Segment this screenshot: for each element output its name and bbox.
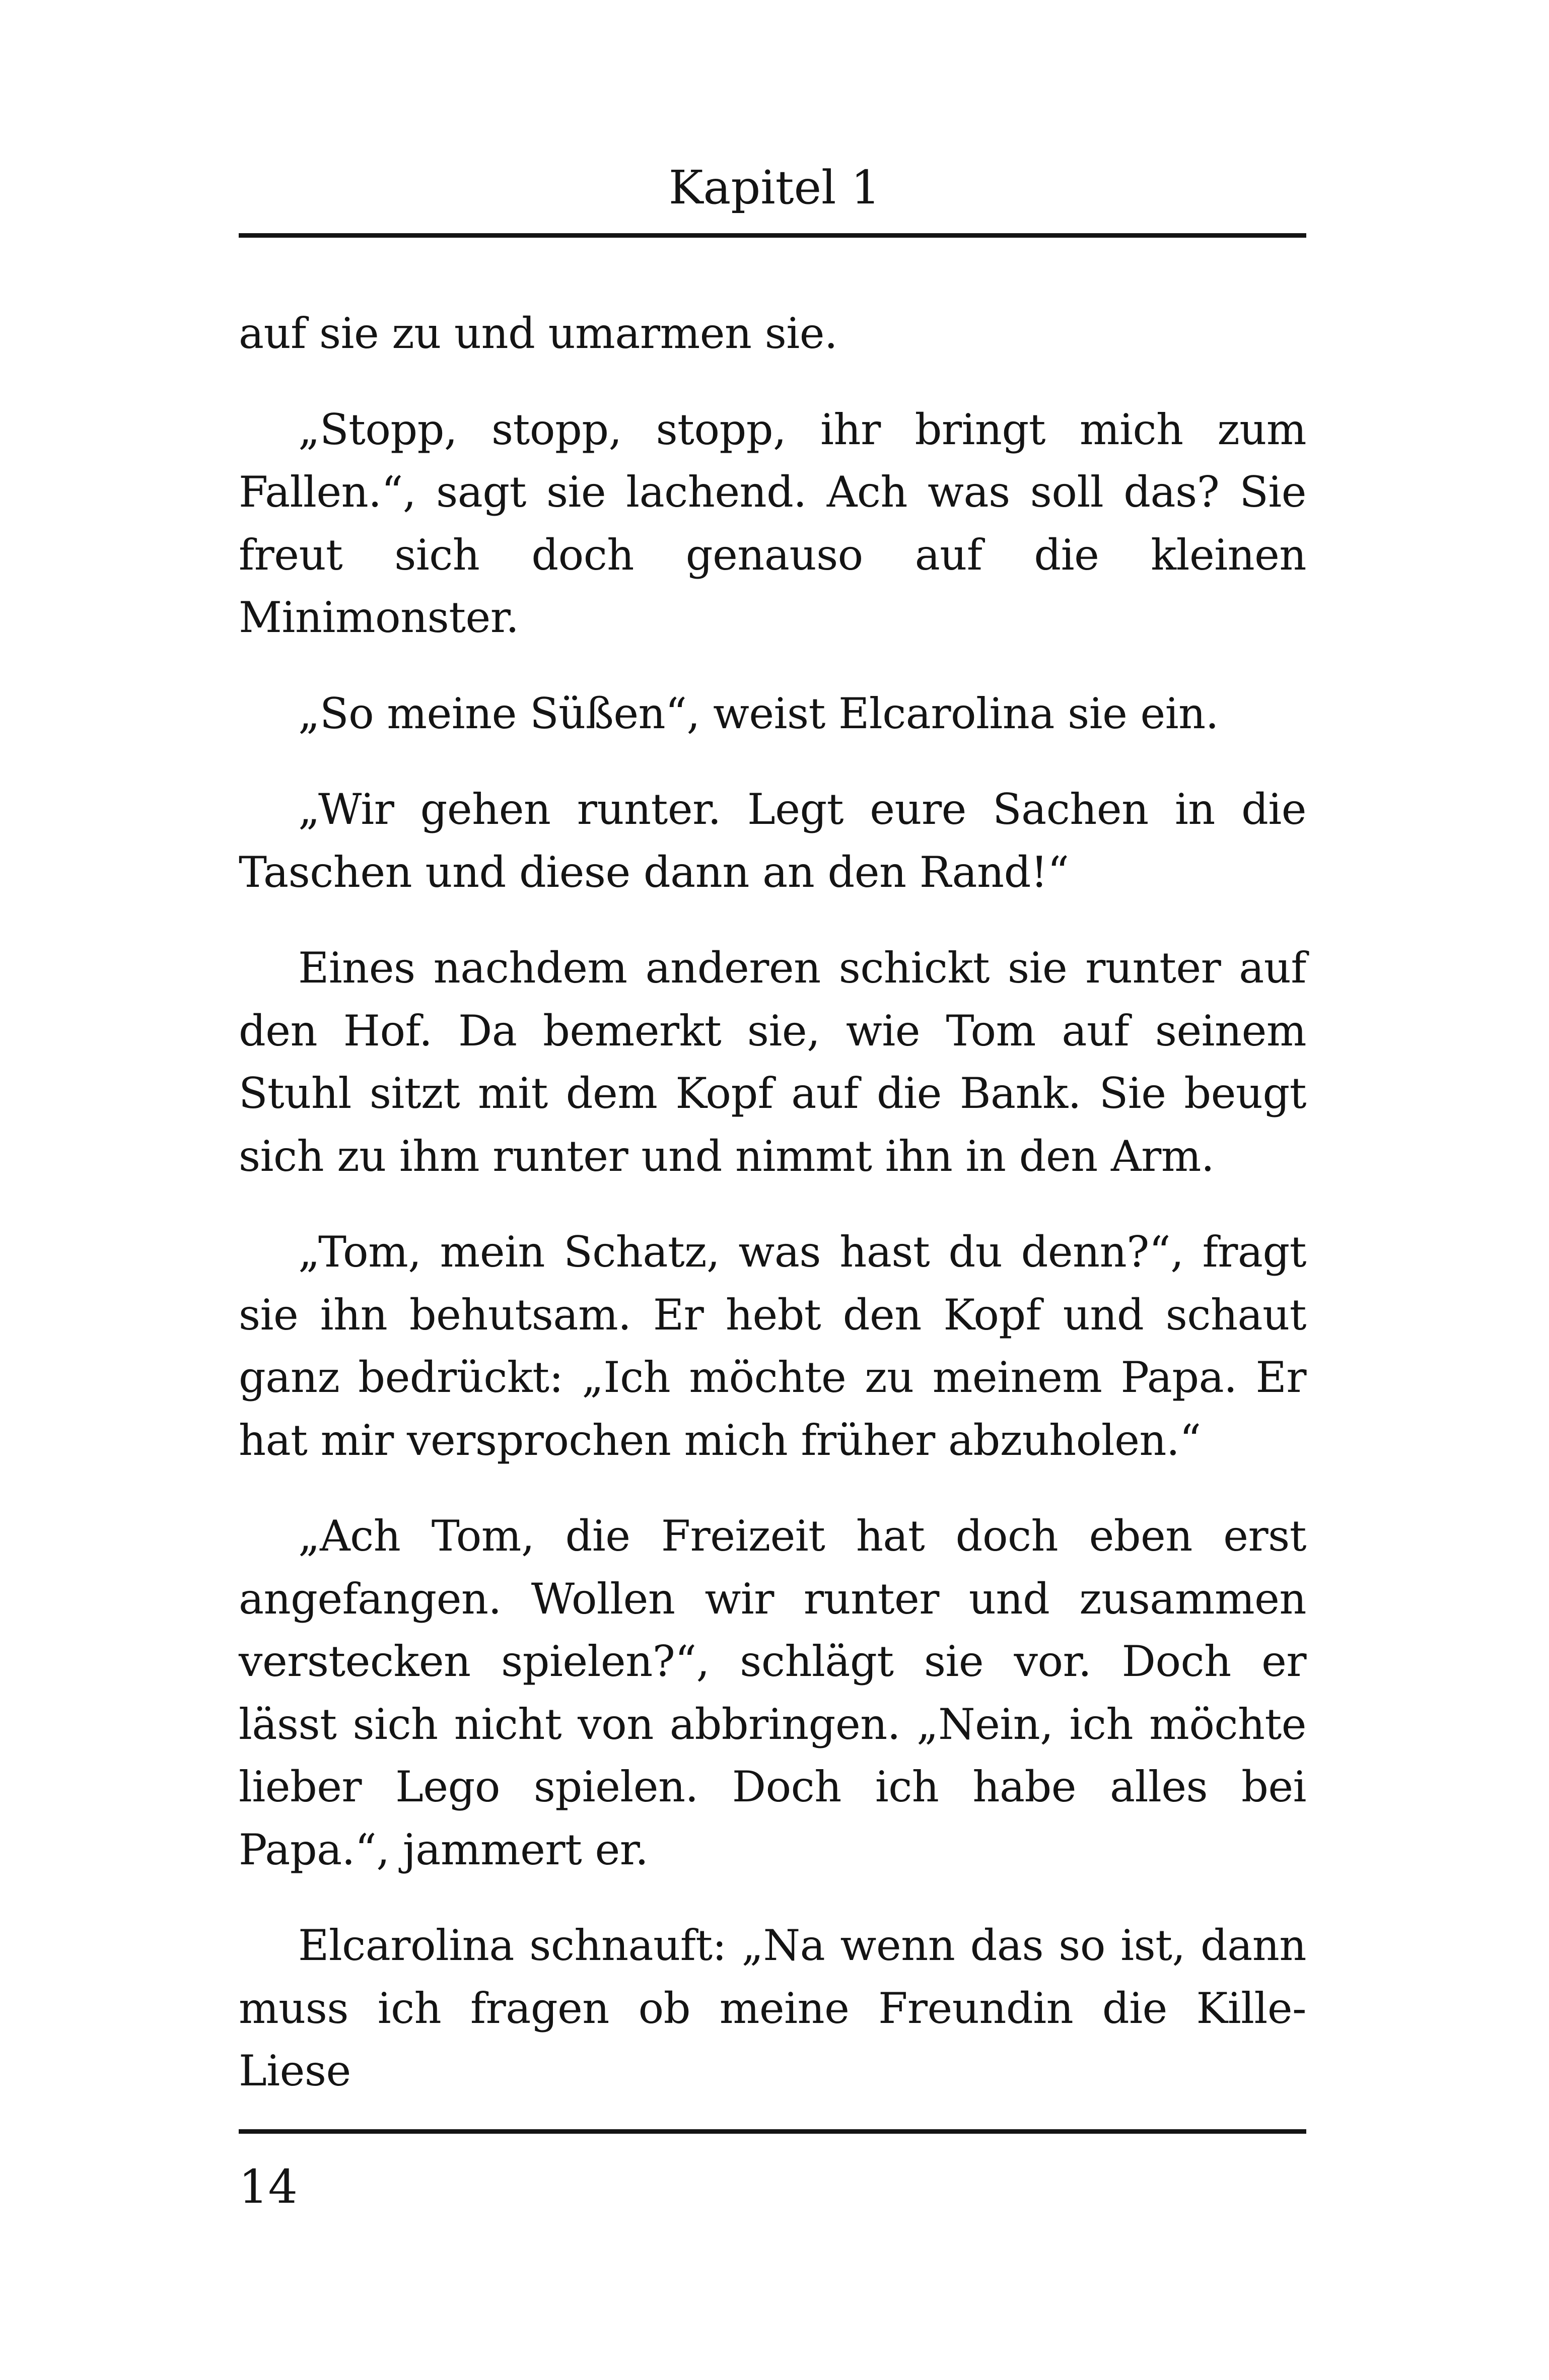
paragraph-2: „Stopp, stopp, stopp, ihr bringt mich zum Fallen.“, sagt sie lachend. Ach was soll das? Sie freut sich doch genauso auf die kleinen Minimonster. bbox=[239, 404, 1306, 642]
paragraph-5: Eines nachdem anderen schickt sie runter auf den Hof. Da bemerkt sie, wie Tom auf seinem Stuhl sitzt mit dem Kopf auf die Bank. Sie beugt sich zu ihm runter und nimmt ihn in den Arm. bbox=[239, 943, 1306, 1181]
paragraph-3: „So meine Süßen“, weist Elcarolina sie ein. bbox=[298, 688, 1219, 738]
paragraph-6: „Tom, mein Schatz, was hast du denn?“, fragt sie ihn behutsam. Er hebt den Kopf und schaut ganz bedrückt: „Ich möchte zu meinem Papa. Er hat mir versprochen mich früher abzuholen.“ bbox=[239, 1227, 1306, 1465]
paragraph-7: „Ach Tom, die Freizeit hat doch eben erst angefangen. Wollen wir runter und zusammen verstecken spielen?“, schlägt sie vor. Doch er lässt sich nicht von abbringen. „Nein, ich möchte lieber Lego spielen. Doch ich habe alles bei Papa.“, jammert er. bbox=[239, 1511, 1306, 1874]
page-number: 14 bbox=[239, 2160, 298, 2214]
paragraph-8: Elcarolina schnauft: „Na wenn das so ist, dann muss ich fragen ob meine Freundin die Kille-Liese bbox=[239, 1921, 1306, 2095]
paragraph-1: auf sie zu und umarmen sie. bbox=[239, 309, 838, 358]
page-body bbox=[239, 302, 1306, 2136]
chapter-title: Kapitel 1 bbox=[668, 161, 881, 215]
footer-rule bbox=[239, 2129, 1306, 2134]
header-rule bbox=[239, 233, 1306, 238]
paragraph-4: „Wir gehen runter. Legt eure Sachen in die Taschen und diese dann an den Rand!“ bbox=[239, 785, 1306, 897]
